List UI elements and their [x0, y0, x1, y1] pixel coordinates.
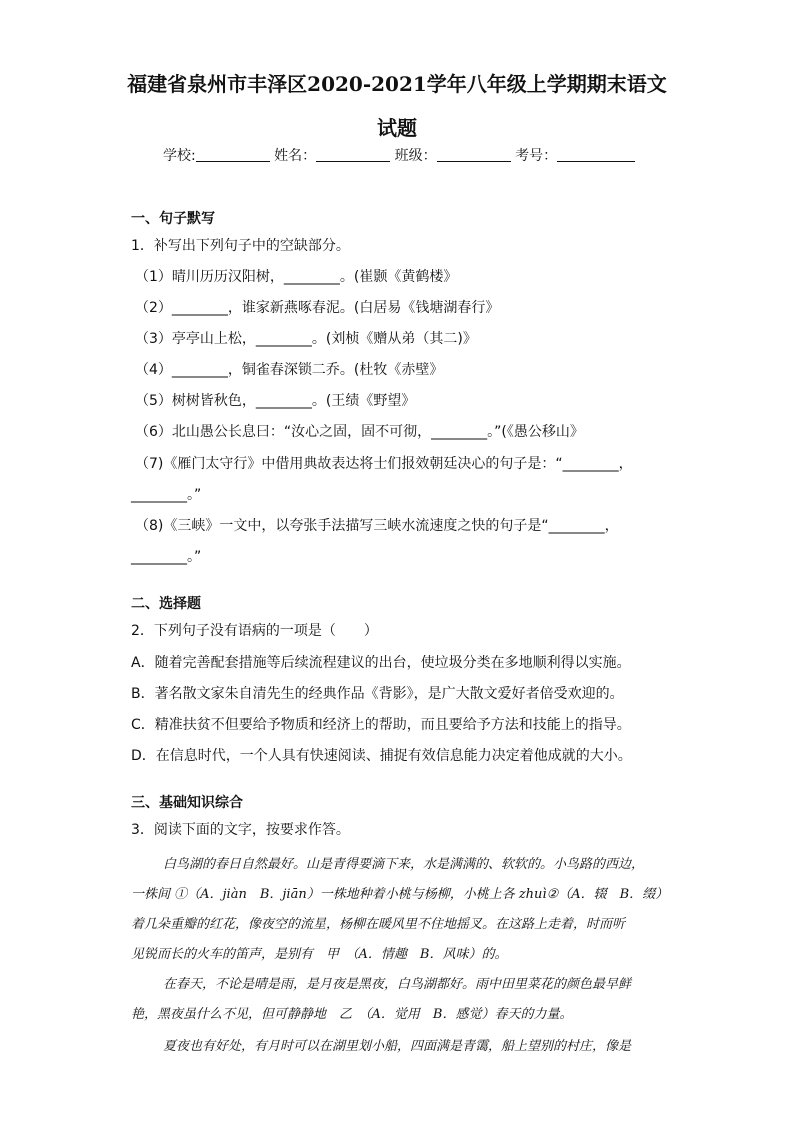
q1-item: （4）________，铜雀春深锁二乔。(杜牧《赤壁》 — [135, 362, 444, 378]
q1-item: （1）晴川历历汉阳树，________。(崔颢《黄鹤楼》 — [135, 269, 458, 285]
question-1: 1．补写出下列句子中的空缺部分。 — [131, 238, 350, 254]
student-info-row — [163, 145, 635, 165]
question-2: 2．下列句子没有语病的一项是（ ） — [131, 623, 378, 639]
q1-item: （2）________，谁家新燕啄春泥。(白居易《钱塘湖春行》 — [135, 300, 500, 316]
id-blank[interactable] — [557, 147, 635, 162]
school-blank[interactable] — [196, 147, 270, 162]
exam-title: 福建省泉州市丰泽区2020-2021学年八年级上学期期末语文 — [127, 72, 667, 96]
name-blank[interactable] — [316, 147, 390, 162]
q1-item: （8)《三峡》一文中，以夸张手法描写三峡水流速度之快的句子是“________， — [135, 518, 619, 534]
id-label: 考号： — [515, 148, 558, 164]
option-c: C．精准扶贫不但要给予物质和经济上的帮助，而且要给予方法和技能上的指导。 — [131, 717, 631, 733]
q1-item: （7)《雁门太守行》中借用典故表达将士们报效朝廷决心的句子是：“________， — [135, 456, 633, 472]
q1-item: （5）树树皆秋色，________。(王绩《野望》 — [135, 393, 416, 409]
passage-line: 白鸟湖的春日自然最好。山是青得要滴下来，水是满满的、软软的。小鸟路的西边， — [163, 857, 645, 872]
q1-item: （6）北山愚公长息曰：“汝心之固，固不可彻，________。”(《愚公移山》 — [135, 424, 584, 440]
passage-line: 艳，黑夜虽什么不见，但可静静地 乙 （A．觉用 B．感觉）春天的力量。 — [131, 1007, 573, 1022]
question-3: 3．阅读下面的文字，按要求作答。 — [131, 822, 350, 838]
section-heading-1: 一、句子默写 — [131, 211, 215, 227]
name-label: 姓名： — [274, 148, 317, 164]
school-label: 学校: — [163, 148, 196, 164]
option-d: D．在信息时代，一个人具有快速阅读、捕捉有效信息能力决定着他成就的大小。 — [131, 748, 632, 764]
passage-line: 着几朵重瓣的红花，像夜空的流星，杨柳在暖风里不住地摇叉。在这路上走着，时而听 — [131, 917, 626, 932]
q1-item-continued: ________。” — [131, 487, 202, 503]
passage-line: 见锐而长的火车的笛声，是别有 甲 （A．情趣 B．风味）的。 — [131, 947, 508, 962]
passage-line: 一株间 ①（A．jiàn B．jiān）一株地种着小桃与杨柳，小桃上各 zhuì②（A．辍 B．缀） — [131, 887, 669, 902]
section-heading-3: 三、基础知识综合 — [131, 795, 243, 811]
q1-item: （3）亭亭山上松，________。(刘桢《赠从弟（其二)》 — [135, 331, 477, 347]
passage-line: 在春天，不论是晴是雨，是月夜是黑夜，白鸟湖都好。雨中田里菜花的颜色最早鲜 — [163, 977, 632, 992]
class-blank[interactable] — [437, 147, 511, 162]
class-label: 班级： — [394, 148, 437, 164]
passage-line: 夏夜也有好处，有月时可以在湖里划小船，四面满是青霭，船上望别的村庄，像是 — [163, 1039, 632, 1054]
q1-item-continued: ________。” — [131, 549, 202, 565]
section-heading-2: 二、选择题 — [131, 596, 201, 612]
option-b: B．著名散文家朱自清先生的经典作品《背影》，是广大散文爱好者倍受欢迎的。 — [131, 686, 624, 702]
exam-title-continued: 试题 — [377, 116, 417, 140]
option-a: A．随着完善配套措施等后续流程建议的出台，使垃圾分类在多地顺利得以实施。 — [131, 655, 631, 671]
